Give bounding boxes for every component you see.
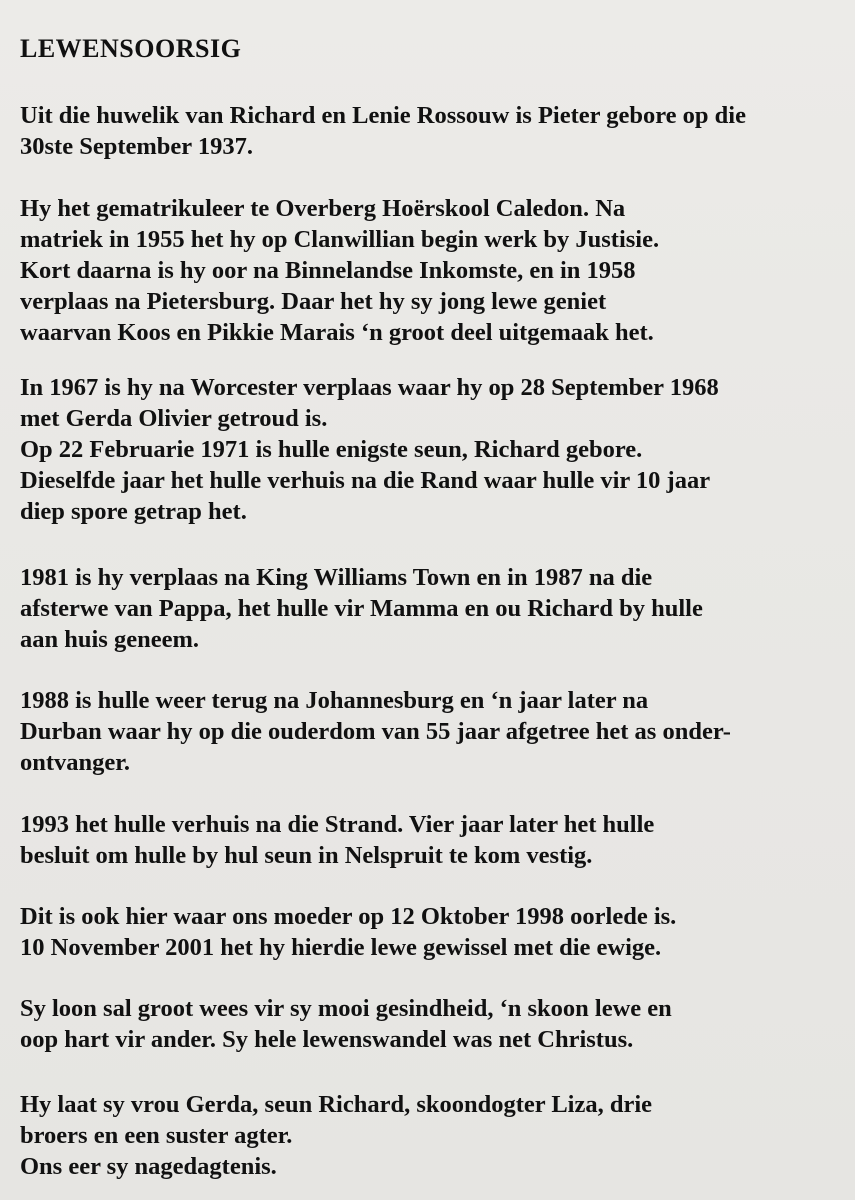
paragraph-johannesburg-durban xyxy=(20,685,731,778)
text-line: oop hart vir ander. Sy hele lewenswandel was net Christus. xyxy=(20,1026,634,1053)
text-line: ontvanger. xyxy=(20,749,131,776)
text-line: matriek in 1955 het hy op Clanwillian begin werk by Justisie. xyxy=(20,226,660,253)
text-line: Hy het gematrikuleer te Overberg Hoërskool Caledon. Na xyxy=(20,195,626,222)
text-line: aan huis geneem. xyxy=(20,626,200,653)
text-line: 10 November 2001 het hy hierdie lewe gewissel met die ewige. xyxy=(20,934,662,961)
text-line: Op 22 Februarie 1971 is hulle enigste seun, Richard gebore. xyxy=(20,436,643,463)
text-line: Dit is ook hier waar ons moeder op 12 Oktober 1998 oorlede is. xyxy=(20,903,677,930)
paragraph-character xyxy=(20,993,672,1055)
text-line: Hy laat sy vrou Gerda, seun Richard, skoondogter Liza, drie xyxy=(20,1091,653,1118)
text-line: diep spore getrap het. xyxy=(20,498,247,525)
text-line: 1981 is hy verplaas na King Williams Town en in 1987 na die xyxy=(20,564,653,591)
paragraph-king-williams-town xyxy=(20,562,703,655)
paragraph-survivors xyxy=(20,1089,652,1182)
paragraph-birth xyxy=(20,100,746,162)
text-line: broers en een suster agter. xyxy=(20,1122,293,1149)
document-title: LEWENSOORSIG xyxy=(20,34,242,63)
text-line: 1988 is hulle weer terug na Johannesburg en ‘n jaar later na xyxy=(20,687,649,714)
text-line: Kort daarna is hy oor na Binnelandse Inkomste, en in 1958 xyxy=(20,257,636,284)
text-line: Sy loon sal groot wees vir sy mooi gesindheid, ‘n skoon lewe en xyxy=(20,995,672,1022)
text-line: 1993 het hulle verhuis na die Strand. Vier jaar later het hulle xyxy=(20,811,655,838)
paragraph-marriage xyxy=(20,372,719,527)
paragraph-education-career xyxy=(20,193,659,348)
text-line: met Gerda Olivier getroud is. xyxy=(20,405,328,432)
paragraph-passing xyxy=(20,901,676,963)
text-line: 30ste September 1937. xyxy=(20,133,253,160)
text-line: waarvan Koos en Pikkie Marais ‘n groot deel uitgemaak het. xyxy=(20,319,654,346)
text-line: afsterwe van Pappa, het hulle vir Mamma en ou Richard by hulle xyxy=(20,595,703,622)
text-line: Ons eer sy nagedagtenis. xyxy=(20,1153,277,1180)
text-line: besluit om hulle by hul seun in Nelspruit te kom vestig. xyxy=(20,842,593,869)
text-line: verplaas na Pietersburg. Daar het hy sy jong lewe geniet xyxy=(20,288,607,315)
text-line: Dieselfde jaar het hulle verhuis na die Rand waar hulle vir 10 jaar xyxy=(20,467,711,494)
paragraph-strand-nelspruit xyxy=(20,809,654,871)
text-line: In 1967 is hy na Worcester verplaas waar hy op 28 September 1968 xyxy=(20,374,719,401)
text-line: Uit die huwelik van Richard en Lenie Rossouw is Pieter gebore op die xyxy=(20,102,746,129)
text-line: Durban waar hy op die ouderdom van 55 jaar afgetree het as onder- xyxy=(20,718,731,745)
